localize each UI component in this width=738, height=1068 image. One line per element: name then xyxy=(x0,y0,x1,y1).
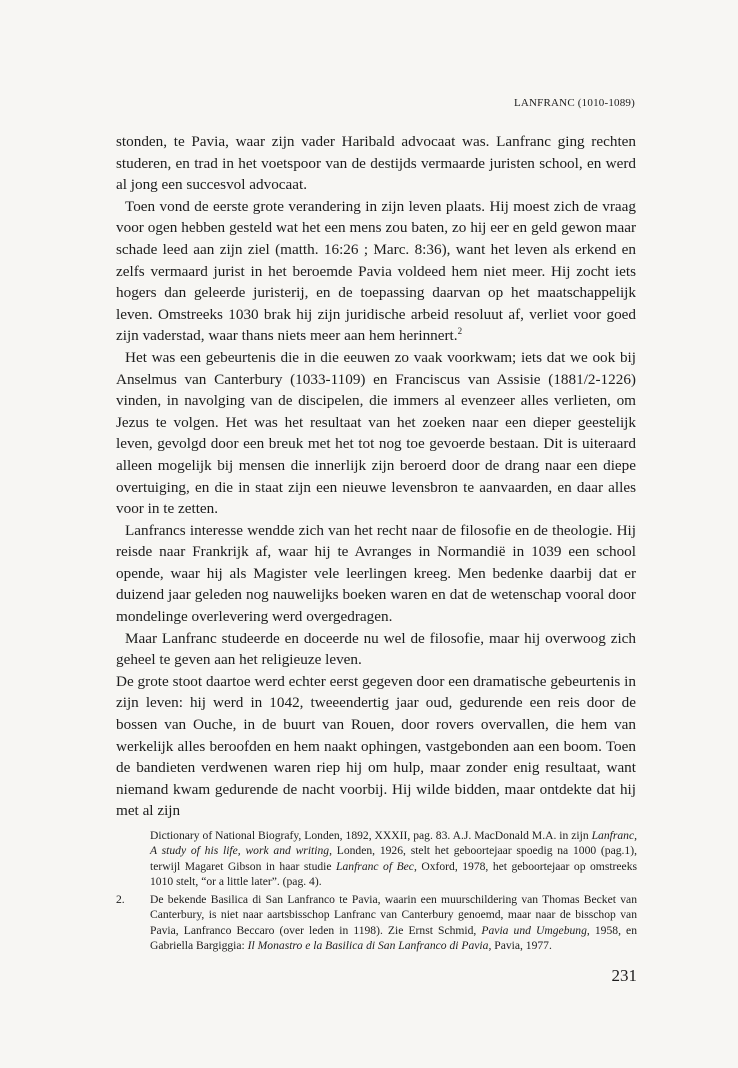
footnote-list xyxy=(116,892,637,954)
footnote-2-number: 2. xyxy=(116,893,125,906)
paragraph-2 xyxy=(116,196,636,347)
page-number: 231 xyxy=(611,966,637,985)
paragraph-1: stonden, te Pavia, waar zijn vader Haribald advocaat was. Lanfranc ging rechten studeren, en trad in het voetspoor van de destijds vermaarde juristen school, en werd al jong een succesvol advocaat. xyxy=(116,133,636,194)
paragraph-3: Het was een gebeurtenis die in die eeuwen zo vaak voorkwam; iets dat we ook bij Anselmus van Canterbury (1033-1109) en Franciscus van Assisie (1881/2-1226) vinden, in navolging van de discipelen, die immers al evenzeer alles verlieten, om Jezus te volgen. Het was het resultaat van het zoeken naar een dieper geestelijk leven, gevolgd door een breuk met het tot nog toe gevoerde bestaan. Dit is uiteraard alleen mogelijk bij mensen die innerlijk zijn beroerd door de drang naar een diepe overtuiging, en die in staat zijn een nieuwe levensbron te aanvaarden, en daar alles voor in te zetten. xyxy=(116,348,636,518)
footnote-1-title-b: Lanfranc of Bec xyxy=(336,859,414,873)
footnote-1-text-c: , Oxford, 1978, het geboortejaar op omstreeks 1010 stelt, “or a little later”. (pag. 4). xyxy=(150,859,638,889)
paragraph-5: Maar Lanfranc studeerde en doceerde nu wel de filosofie, maar hij overwoog zich geheel te geven aan het religieuze leven. xyxy=(116,629,636,669)
paragraph-6: De grote stoot daartoe werd echter eerst gegeven door een dramatische gebeurtenis in zijn leven: hij werd in 1042, tweeendertig jaar oud, gedurende een reis door de bossen van Ouche, in de buurt van Rouen, door rovers overvallen, die hem van werkelijk alles beroofden en hem naakt ophingen, vastgebonden aan een boom. Toen de bandieten verdwenen waren riep hij om hulp, maar zonder enig resultaat, want niemand kwam gedurende de nacht voorbij. Hij wilde bidden, maar ontdekte dat hij met al zijn xyxy=(116,672,636,820)
main-text xyxy=(116,131,636,822)
footnote-2-text-c: Pavia, 1977. xyxy=(491,939,552,953)
footnote-2-text-b: , 1958, en Gabriella Bargiggia: xyxy=(150,923,637,953)
footnote-2-body xyxy=(150,892,637,954)
footnote-1-text-b: , Londen, 1926, stelt het geboortejaar spoedig na 1000 (pag.1), terwijl Magaret Gibson in haar studie xyxy=(150,844,637,873)
paragraph-4: Lanfrancs interesse wendde zich van het recht naar de filosofie en de theologie. Hij reisde naar Frankrijk af, waar hij te Avranges in Normandië in 1039 een school opende, waar hij als Magister vele leerlingen kreeg. Men bedenke daarbij dat er duizend jaar geleden nog nauwelijks boeken waren en dat de wetenschap vooral door mondelinge overlevering werd overgedragen. xyxy=(116,521,636,626)
running-head: LANFRANC (1010-1089) xyxy=(513,97,635,109)
paragraph-2-text: Toen vond de eerste grote verandering in zijn leven plaats. Hij moest zich de vraag voor ogen hebben gesteld wat het een mens zou baten, zo hij eer en geld gewon maar schade leed aan zijn ziel (matth. 16:26 ; Marc. 8:36), want het leven als erkend en zelfs vermaard jurist in het beroemde Pavia voldeed hem niet meer. Hij zocht iets hogers dan geleerde juristerij, en de toepassing daarvan op het maatschappelijk leven. Omstreeks 1030 brak hij zijn juridische arbeid resoluut af, verliet voor goed zijn vaderstad, waar thans niets meer aan hem herinnert. xyxy=(116,197,636,345)
footnote-2-title-b: Il Monastro e la Basilica di San Lanfranco di Pavia, xyxy=(247,939,492,953)
footnote-ref-2: 2 xyxy=(457,326,463,337)
footnote-2-title-a: Pavia und Umgebung xyxy=(481,923,587,937)
footnote-2-text-a: De bekende Basilica di San Lanfranco te Pavia, waarin een muurschildering van Thomas Becket van Canterbury, is niet naar aartsbisschop Lanfranc van Canterbury genoemd, maar naar de bisschop van Pavia, Lanfranco Beccaro (over leden in 1198). Zie Ernst Schmid, xyxy=(150,893,637,937)
footnote-1 xyxy=(150,828,637,890)
footnote-1-text-a: Dictionary of National Biografy, Londen, 1892, XXXII, pag. 83. A.J. MacDonald M.A. in zijn xyxy=(150,829,592,842)
footnote-2 xyxy=(116,892,637,954)
footnote-1-title-a: Lanfranc, A study of his life, work and writing xyxy=(150,829,637,858)
